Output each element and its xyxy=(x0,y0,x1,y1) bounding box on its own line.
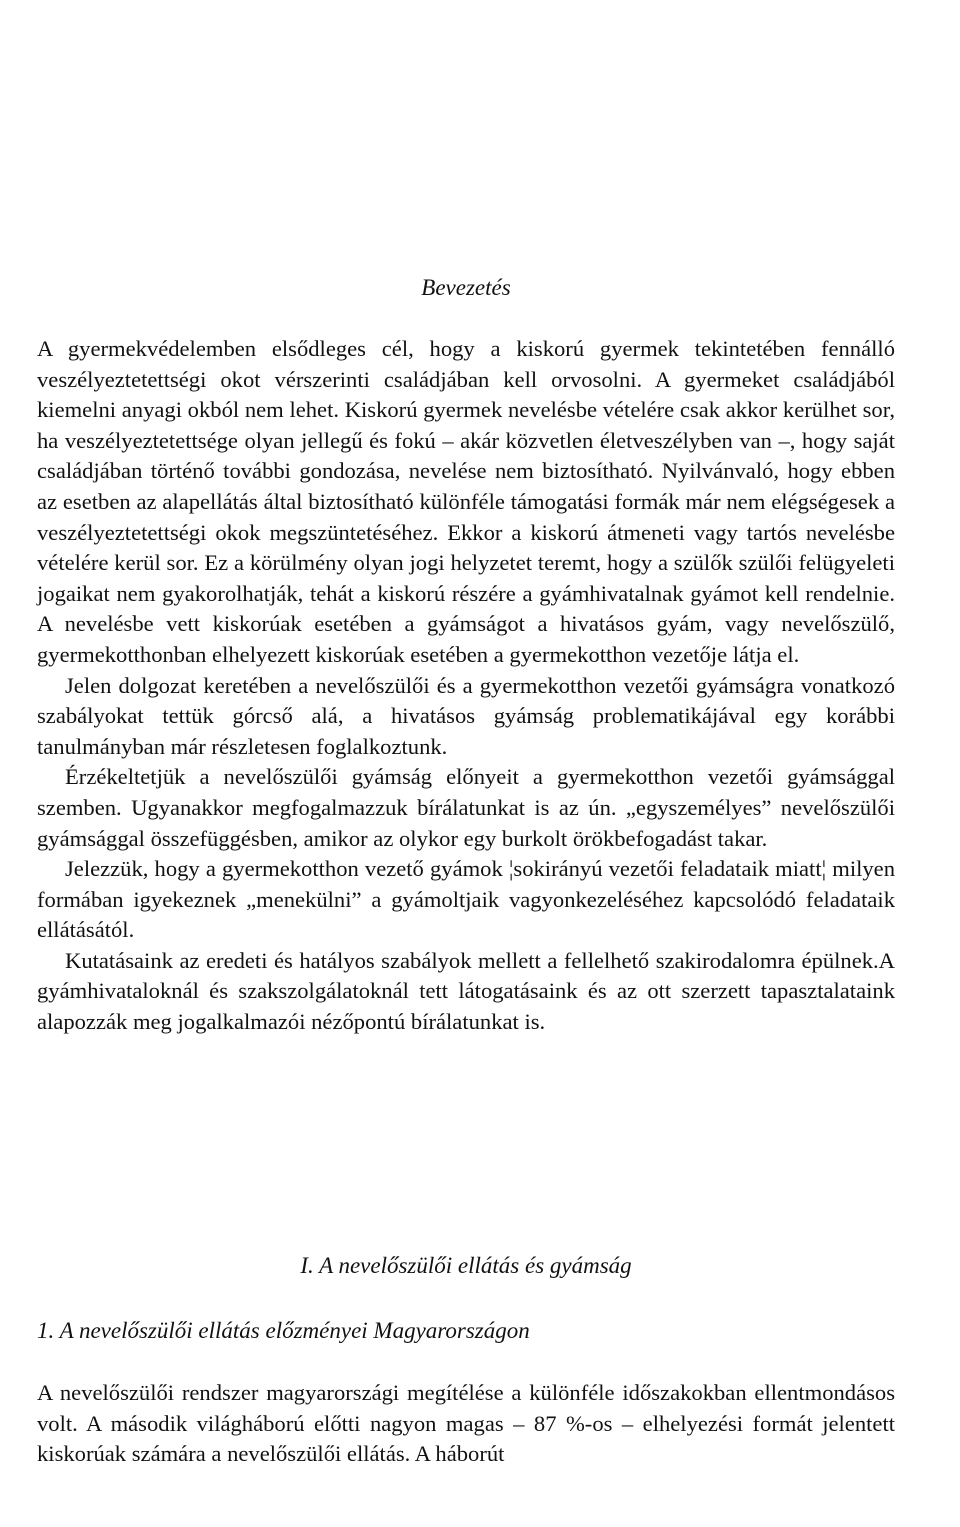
intro-paragraph-4: Jelezzük, hogy a gyermekotthon vezető gyámok ¦sokirányú vezetői feladataik miatt¦ milyen formában igyekeznek „menekülni” a gyámoltjaik vagyonkezeléséhez kapcsolódó feladataik ellátásától. xyxy=(37,856,895,943)
chapter-heading: I. A nevelőszülői ellátás és gyámság xyxy=(300,1253,632,1278)
intro-paragraph-2: Jelen dolgozat keretében a nevelőszülői és a gyermekotthon vezetői gyámságra vonatkozó szabályokat tettük górcső alá, a hivatásos gyámság problematikájával egy korábbi tanulmányban már részletesen foglalkoztunk. xyxy=(37,672,895,759)
section-paragraph-1: A nevelőszülői rendszer magyarországi megítélése a különféle időszakokban ellentmondásos volt. A második világháború előtti nagyon magas – 87 %-os – elhelyezési formát jelentett kiskorúak számára a nevelőszülői ellátás. A háborút xyxy=(37,1380,895,1467)
intro-paragraph-1: A gyermekvédelemben elsődleges cél, hogy a kiskorú gyermek tekintetében fennálló veszélyeztetettségi okot vérszerinti családjában kell orvosolni. A gyermeket családjából kiemelni anyagi okból nem lehet. Kiskorú gyermek nevelésbe vételére csak akkor kerülhet sor, ha veszélyeztetettsége olyan jellegű és fokú – akár közvetlen életveszélyben van –, hogy saját családjában történő további gondozása, nevelése nem biztosítható. Nyilvánvaló, hogy ebben az esetben az alapellátás által biztosítható különféle támogatási formák már nem elégségesek a veszélyeztetettségi okok megszüntetéséhez. Ekkor a kiskorú átmeneti vagy tartós nevelésbe vételére kerül sor. Ez a körülmény olyan jogi helyzetet teremt, hogy a szülők szülői felügyeleti jogaikat nem gyakorolhatják, tehát a kiskorú részére a gyámhivatalnak gyámot kell rendelnie. A nevelésbe vett kiskorúak esetében a gyámságot a hivatásos gyám, vagy nevelőszülő, gyermekotthonban elhelyezett kiskorúak esetében a gyermekotthon vezetője látja el. xyxy=(37,336,895,667)
intro-body xyxy=(37,334,895,1038)
document-page xyxy=(37,0,895,1527)
intro-paragraph-3: Érzékeltetjük a nevelőszülői gyámság előnyeit a gyermekotthon vezetői gyámsággal szemben. Ugyanakkor megfogalmazzuk bírálatunkat is az ún. „egyszemélyes” nevelőszülői gyámsággal összefüggésben, amikor az olykor egy burkolt örökbefogadást takar. xyxy=(37,764,895,851)
section-body xyxy=(37,1378,895,1470)
intro-paragraph-5: Kutatásaink az eredeti és hatályos szabályok mellett a fellelhető szakirodalomra épülnek.A gyámhivataloknál és szakszolgálatoknál tett látogatásaink és az ott szerzett tapasztalataink alapozzák meg jogalkalmazói nézőpontú bírálatunkat is. xyxy=(37,947,895,1035)
section-heading: 1. A nevelőszülői ellátás előzményei Magyarországon xyxy=(37,1318,530,1343)
intro-heading: Bevezetés xyxy=(421,275,511,300)
